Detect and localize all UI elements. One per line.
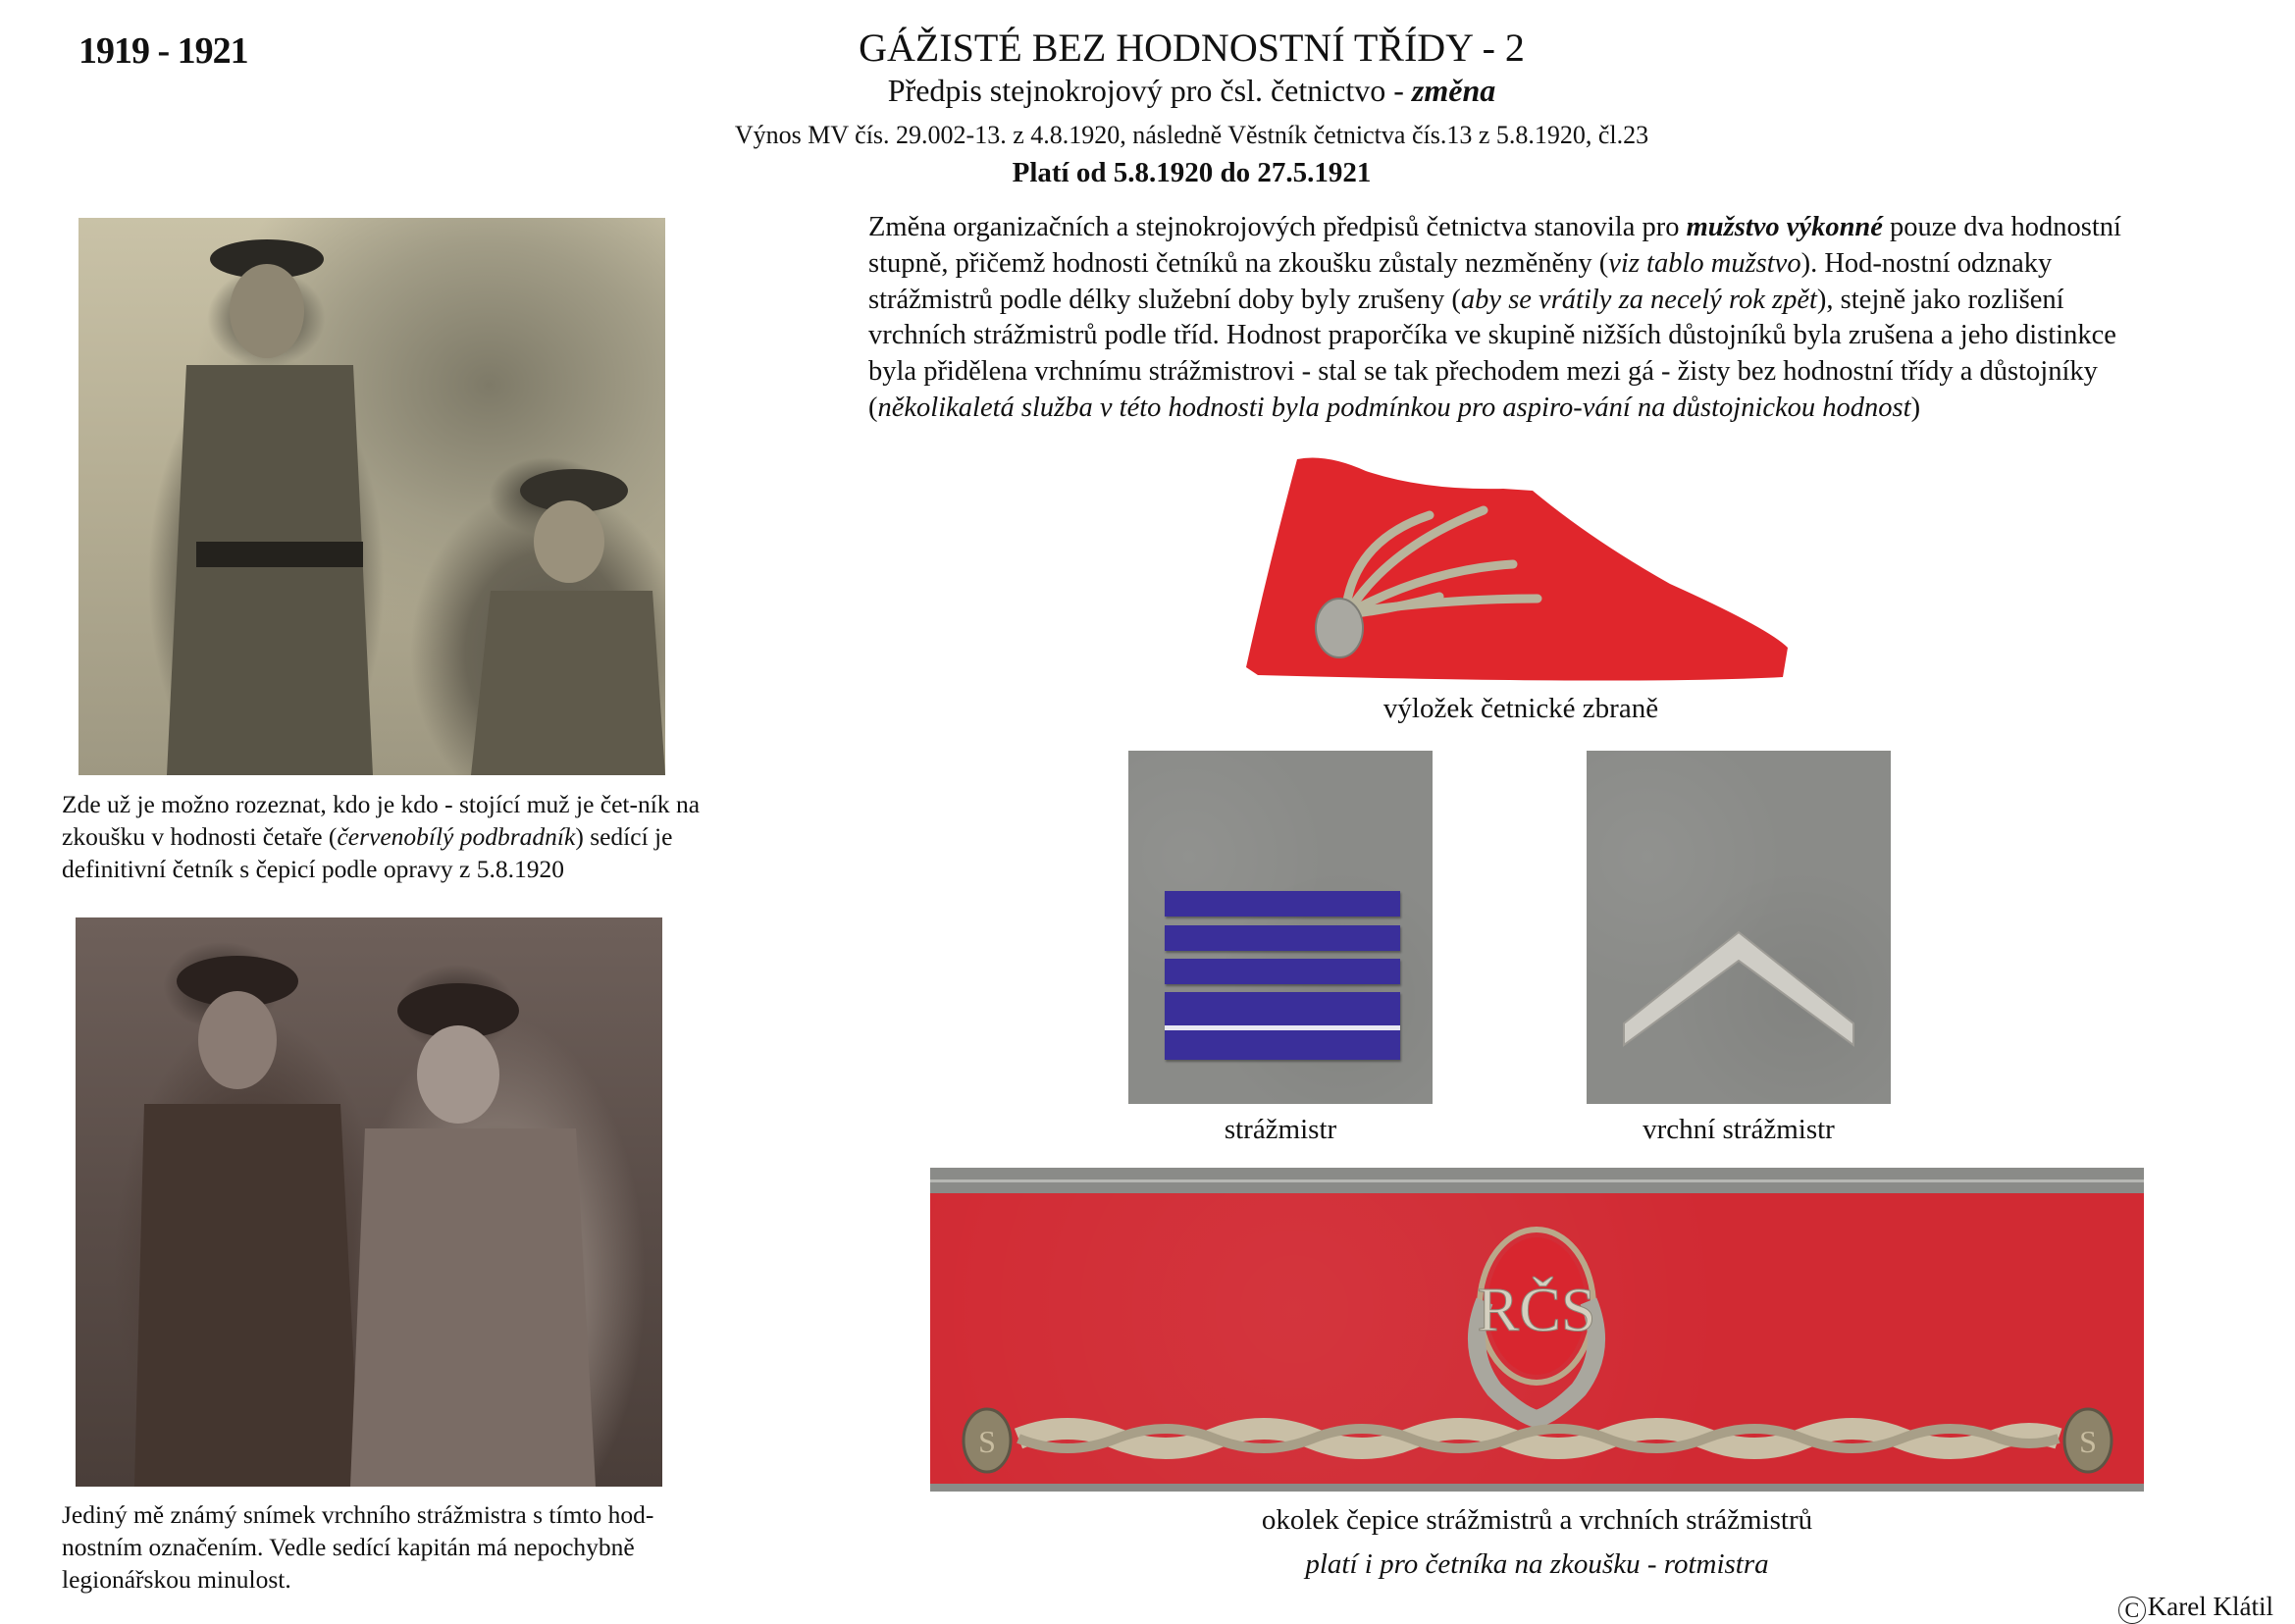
page-subtitle <box>88 71 2295 110</box>
uniform-shape <box>471 591 665 775</box>
text-segment: několikaletá služba v této hodnosti byla podmínkou pro aspiro-vání na důstojnickou hodnost <box>877 392 1911 423</box>
chevron-icon <box>1587 751 1891 1104</box>
svg-text:S: S <box>978 1424 996 1459</box>
cap-band-label: okolek čepice strážmistrů a vrchních strážmistrů <box>1261 1504 1813 1536</box>
belt-shape <box>196 542 363 567</box>
uniform-shape <box>134 1104 360 1487</box>
rank-bar <box>1165 925 1400 951</box>
title-block <box>0 26 2295 192</box>
rank-patch-vrchni-strazmistr <box>1587 751 1891 1104</box>
photo-illustration <box>78 218 665 775</box>
text-segment: ) sedící je definitivní četník s čepicí podle opravy z 5.8.1920 <box>62 822 673 883</box>
copyright-notice <box>2118 1592 2273 1624</box>
rank-bar <box>1165 959 1400 984</box>
period-label: 1919 - 1921 <box>78 30 248 72</box>
silver-stripe <box>1165 1025 1400 1030</box>
text-segment: aby se vrátily za necelý rok zpět <box>1460 284 1817 315</box>
band-piping <box>930 1179 2144 1182</box>
copyright-icon: C <box>2118 1597 2146 1624</box>
photo-caption <box>62 788 729 885</box>
text-segment: viz tablo mužstvo <box>1608 247 1801 279</box>
face-shape <box>417 1025 499 1124</box>
cap-cord-icon <box>1018 1429 2059 1448</box>
text-segment: pouze dva hodnostní stupně, přičemž hodnosti četníků na zkoušku zůstaly nezměněny ( <box>868 212 2121 279</box>
validity-period: Platí od 5.8.1920 do 27.5.1921 <box>1012 157 1372 188</box>
rank-label: strážmistr <box>1224 1114 1337 1145</box>
grenade-ball-icon <box>1316 599 1363 657</box>
cap-badge-and-cord <box>930 1193 2144 1484</box>
text-segment: Zde už je možno rozeznat, kdo je kdo - stojící muž je čet-ník na zkoušku v hodnosti četaře ( <box>62 790 701 851</box>
text-segment: ), stejně jako rozlišení vrchních strážmistrů podle tříd. Hodnost praporčíka ve skupině nižších důstojníků byla zrušena a jeho distinkce byla přidělena vrchnímu strážmistrovi - stal se tak přechodem mezi gá - žisty bez hodnostní třídy a důstojníky ( <box>868 284 2116 423</box>
author-name: Karel Klátil <box>2147 1592 2273 1621</box>
photo-two-gendarmes-studio <box>78 218 665 775</box>
photo-illustration <box>76 917 662 1487</box>
collar-patch-graphic <box>1238 451 1837 687</box>
page-title: GÁŽISTÉ BEZ HODNOSTNÍ TŘÍDY - 2 <box>859 26 1525 70</box>
text-segment: červenobílý podbradník <box>337 822 576 851</box>
collar-patch-image <box>1238 451 1837 687</box>
rank-bar <box>1165 891 1400 917</box>
text-segment: Jediný mě známý snímek vrchního strážmistra s tímto hod-nostním označením. Vedle sedící kapitán má nepochybně legionářskou minulost. <box>62 1500 654 1594</box>
cap-band-note: platí i pro četníka na zkoušku - rotmistra <box>1305 1548 1769 1580</box>
badge-monogram: RČS <box>1477 1275 1596 1344</box>
face-shape <box>198 991 277 1089</box>
subtitle-main: Předpis stejnokrojový pro čsl. četnictvo - <box>887 73 1412 108</box>
cord-button-icon <box>964 1409 1011 1472</box>
collar-patch-label: výložek četnické zbraně <box>1382 693 1659 724</box>
subtitle-emphasis: změna <box>1411 73 1496 108</box>
photo-officers-seated <box>76 917 662 1487</box>
face-shape <box>230 264 304 358</box>
text-segment: mužstvo výkonné <box>1686 212 1883 242</box>
face-shape <box>534 500 604 583</box>
intro-paragraph <box>868 210 2134 427</box>
cap-badge-icon <box>1477 1230 1596 1419</box>
rank-label: vrchní strážmistr <box>1643 1114 1835 1145</box>
svg-text:S: S <box>2079 1424 2097 1459</box>
cord-button-icon <box>2064 1409 2112 1472</box>
decree-reference: Výnos MV čís. 29.002-13. z 4.8.1920, následně Věstník četnictva čís.13 z 5.8.1920, čl.23 <box>734 121 1649 149</box>
band-red-field <box>930 1193 2144 1484</box>
text-segment: Změna organizačních a stejnokrojových předpisů četnictva stanovila pro <box>868 212 1687 242</box>
cap-band-image <box>930 1168 2144 1492</box>
rank-bar <box>1165 992 1400 1060</box>
text-segment: ) <box>1910 392 1921 423</box>
uniform-shape <box>167 365 373 775</box>
text-segment: ). Hod-nostní odznaky strážmistrů podle délky služební doby byly zrušeny ( <box>868 247 2053 315</box>
rank-patch-strazmistr <box>1128 751 1433 1104</box>
uniform-shape <box>350 1128 596 1487</box>
photo-caption <box>62 1498 729 1596</box>
